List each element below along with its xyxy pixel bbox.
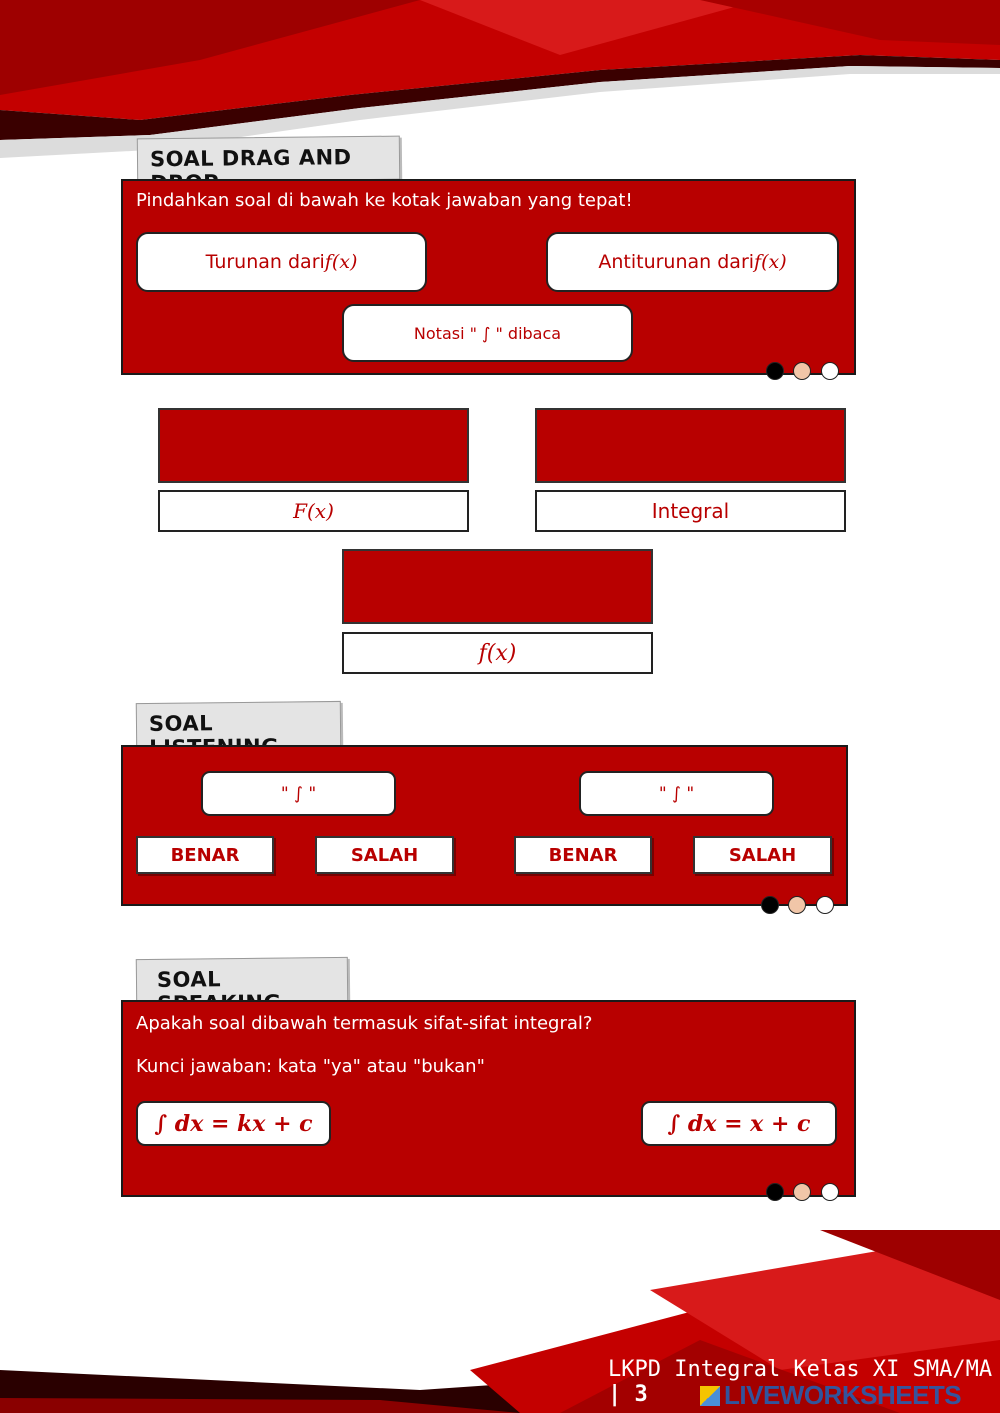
footer-separator: | [608, 1382, 635, 1407]
liveworksheets-logo-icon [700, 1386, 720, 1406]
salah-button-1[interactable]: SALAH [315, 836, 454, 874]
drop-label-1-text: F(x) [293, 499, 334, 523]
progress-dot-3 [816, 896, 834, 914]
drop-label-3-text: f(x) [478, 640, 517, 666]
drag-item-antiturunan-text: Antiturunan dari [598, 251, 755, 273]
drag-item-turunan[interactable] [136, 232, 427, 292]
progress-dot-3 [821, 362, 839, 380]
speaking-formula-2-text: ∫ dx = x + c [667, 1110, 811, 1137]
drag-item-antiturunan[interactable] [546, 232, 839, 292]
drag-item-turunan-text: Turunan dari [205, 251, 325, 273]
benar-button-2[interactable]: BENAR [514, 836, 652, 874]
speaking-formula-2[interactable] [641, 1101, 837, 1146]
drag-item-notasi-text: Notasi " ∫ " dibaca [413, 323, 562, 343]
listening-audio-2[interactable] [579, 771, 774, 816]
speaking-section-tag: SOAL [136, 957, 348, 1005]
progress-dot-1 [766, 362, 784, 380]
salah-button-2[interactable]: SALAH [693, 836, 832, 874]
drop-label-2-text: Integral [651, 499, 730, 523]
drop-label-3 [342, 632, 653, 674]
footer-title-text: LKPD Integral Kelas XI SMA/MA [608, 1357, 993, 1382]
drop-label-2 [535, 490, 846, 532]
progress-dot-1 [766, 1183, 784, 1201]
speaking-answer-key: Kunci jawaban: kata "ya" atau "bukan" [136, 1056, 485, 1077]
drop-zone-3[interactable] [342, 549, 653, 624]
drop-zone-2[interactable] [535, 408, 846, 483]
drop-zone-1[interactable] [158, 408, 469, 483]
progress-dot-2 [793, 362, 811, 380]
listening-section-tag: SOAL [136, 701, 341, 749]
benar-button-1[interactable]: BENAR [136, 836, 274, 874]
progress-dot-1 [761, 896, 779, 914]
listening-audio-1[interactable] [201, 771, 396, 816]
liveworksheets-watermark [700, 1380, 961, 1411]
liveworksheets-text: LIVEWORKSHEETS [724, 1380, 962, 1410]
drag-item-notasi[interactable] [342, 304, 633, 362]
speaking-formula-1[interactable] [136, 1101, 331, 1146]
drag-item-antiturunan-math: f(x) [754, 251, 787, 273]
progress-dot-2 [793, 1183, 811, 1201]
footer-page-number: 3 [634, 1382, 648, 1407]
drag-drop-instruction: Pindahkan soal di bawah ke kotak jawaban yang tepat! [136, 190, 633, 211]
drop-label-1 [158, 490, 469, 532]
speaking-question: Apakah soal dibawah termasuk sifat-sifat integral? [136, 1013, 593, 1034]
listening-audio-1-text: " ∫ " [280, 783, 317, 804]
progress-dot-3 [821, 1183, 839, 1201]
listening-panel [121, 745, 848, 906]
progress-dot-2 [788, 896, 806, 914]
header-decoration [0, 0, 1000, 160]
drag-drop-section-tag: SOAL DRAG AND [137, 136, 400, 183]
speaking-formula-1-text: ∫ dx = kx + c [154, 1110, 313, 1137]
listening-audio-2-text: " ∫ " [658, 783, 695, 804]
drag-item-turunan-math: f(x) [324, 251, 358, 273]
